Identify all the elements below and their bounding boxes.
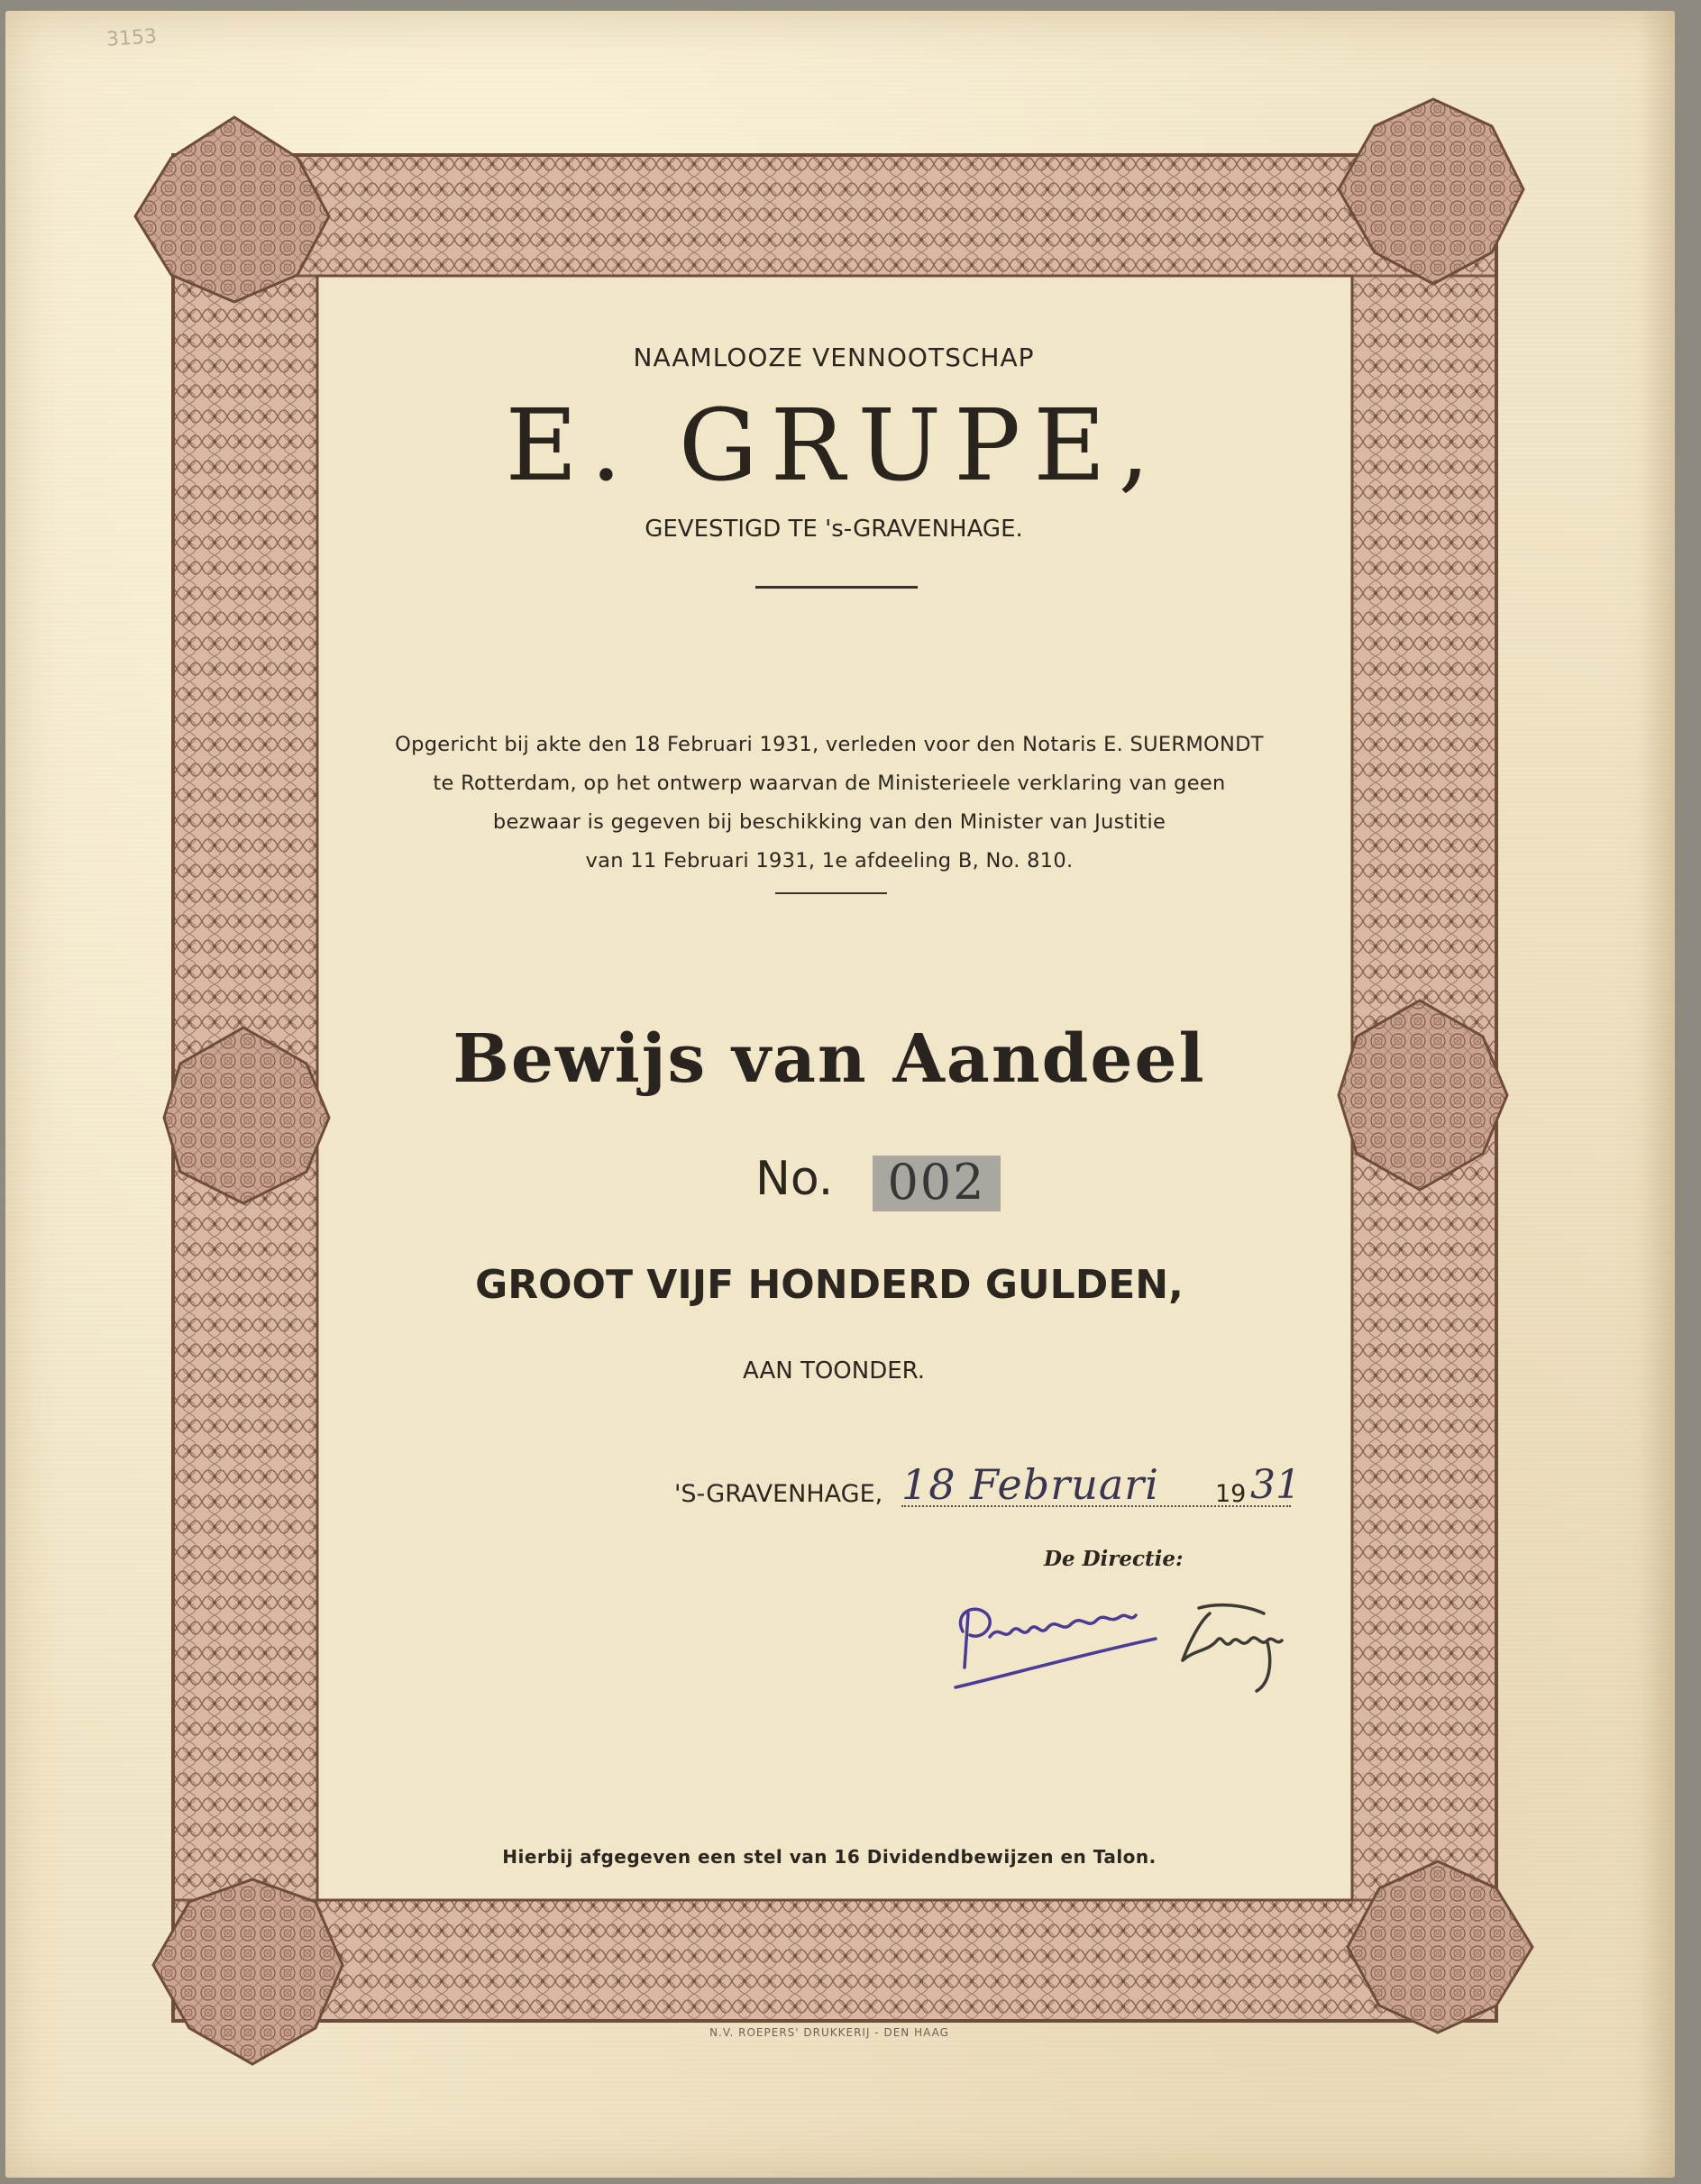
number-label: No. — [755, 1152, 834, 1206]
year-printed-prefix: 19 — [1215, 1480, 1247, 1508]
company-type: NAAMLOOZE VENNOOTSCHAP — [633, 343, 1035, 372]
decorative-rule-top — [755, 586, 918, 589]
bearer-label: AAN TOONDER. — [742, 1357, 926, 1384]
nominal-amount: GROOT VIJF HONDERD GULDEN, — [475, 1262, 1184, 1308]
certificate-title: Bewijs van Aandeel — [453, 1020, 1206, 1098]
pencil-mark: 3153 — [105, 25, 158, 51]
incorporation-line: Opgericht bij akte den 18 Februari 1931, verleden voor den Notaris E. SUERMONDT — [395, 733, 1264, 756]
coupons-note: Hierbij afgegeven een stel van 16 Dividendbewijzen en Talon. — [502, 1846, 1157, 1868]
incorporation-line: bezwaar is gegeven bij beschikking van den Minister van Justitie — [492, 810, 1166, 834]
incorporation-line: te Rotterdam, op het ontwerp waarvan de Ministerieele verklaring van geen — [433, 772, 1226, 795]
certificate-number: 002 — [873, 1156, 1001, 1211]
signature-black — [1183, 1605, 1282, 1691]
decorative-rule-middle — [775, 892, 887, 894]
border-bottom-band — [173, 1900, 1496, 2021]
printer-imprint: N.V. ROEPERS' DRUKKERIJ - DEN HAAG — [709, 2026, 949, 2039]
signature-violet — [956, 1609, 1156, 1687]
incorporation-text — [370, 726, 1289, 881]
border-top-band — [173, 155, 1496, 276]
signatures — [947, 1577, 1325, 1713]
company-name: E. GRUPE, — [505, 388, 1163, 503]
directie-label: De Directie: — [1044, 1547, 1184, 1571]
company-seat: GEVESTIGD TE 's-GRAVENHAGE. — [645, 516, 1023, 543]
handwritten-year: 31 — [1250, 1462, 1301, 1508]
incorporation-line: van 11 Februari 1931, 1e afdeeling B, No. 810. — [585, 849, 1074, 873]
handwritten-date: 18 Februari — [901, 1460, 1159, 1509]
place-of-issue: 'S-GRAVENHAGE, — [674, 1480, 883, 1508]
